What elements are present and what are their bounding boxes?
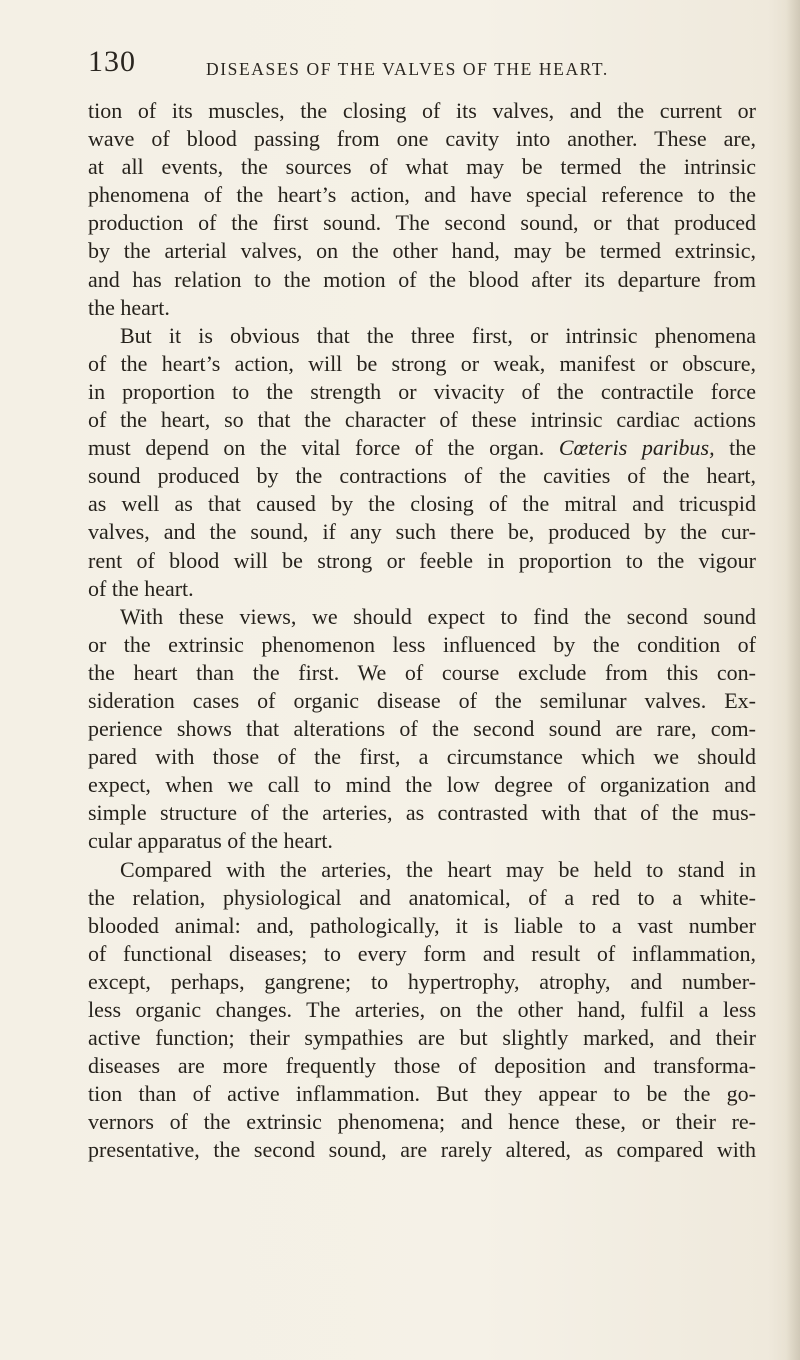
text-segment: must depend on the vital force of the organ. [88, 435, 545, 461]
text-line: expect, when we call to mind the low degree of organization and [88, 772, 756, 798]
text-line: perience shows that alterations of the second sound are rare, com- [88, 716, 756, 742]
text-line-with-emphasis [88, 434, 756, 462]
paragraph-start-line: Compared with the arteries, the heart may be held to stand in [120, 856, 756, 882]
text-line: cular apparatus of the heart. [88, 828, 333, 854]
text-line: less organic changes. The arteries, on the other hand, fulfil a less [88, 997, 756, 1022]
text-line: vernors of the extrinsic phenomena; and hence these, or their re- [88, 1109, 756, 1135]
body-text [88, 97, 756, 1165]
text-line: production of the first sound. The second sound, or that produced [88, 210, 756, 236]
text-line: as well as that caused by the closing of the mitral and tricuspid [88, 491, 756, 517]
text-line: sound produced by the contractions of the cavities of the heart, [88, 463, 756, 489]
text-line: diseases are more frequently those of deposition and transforma- [88, 1053, 756, 1079]
text-segment: the [729, 435, 757, 461]
running-title: DISEASES OF THE VALVES OF THE HEART. [206, 59, 609, 79]
text-line: the relation, physiological and anatomical, of a red to a white- [88, 884, 756, 910]
text-line: active function; their sympathies are but slightly marked, and their [88, 1025, 756, 1051]
text-line: sideration cases of organic disease of the semilunar valves. Ex- [88, 687, 756, 713]
text-line: of the heart. [88, 575, 194, 601]
text-line: of functional diseases; to every form and result of inflammation, [88, 940, 756, 966]
text-line: by the arterial valves, on the other hand, may be termed extrinsic, [88, 238, 756, 264]
running-head [88, 44, 728, 84]
text-line: tion of its muscles, the closing of its valves, and the current or [88, 98, 756, 123]
text-line: blooded animal: and, pathologically, it is liable to a vast number [88, 912, 756, 938]
text-line: or the extrinsic phenomenon less influenced by the condition of [88, 631, 756, 657]
text-line: of the heart’s action, will be strong or weak, manifest or obscure, [88, 350, 756, 376]
text-line: tion than of active inflammation. But they appear to be the go- [88, 1081, 756, 1107]
paragraph-start-line: With these views, we should expect to find the second sound [120, 603, 756, 629]
text-line: in proportion to the strength or vivacity of the contractile force [88, 378, 756, 404]
text-line: the heart. [88, 294, 170, 320]
text-line: valves, and the sound, if any such there be, produced by the cur- [88, 519, 756, 545]
text-line: phenomena of the heart’s action, and have special reference to the [88, 182, 756, 208]
text-line: the heart than the first. We of course exclude from this con- [88, 659, 756, 685]
text-line: presentative, the second sound, are rarely altered, as compared with [88, 1137, 756, 1163]
page-number: 130 [88, 45, 136, 78]
text-line: simple structure of the arteries, as contrasted with that of the mus- [88, 800, 756, 826]
text-line: at all events, the sources of what may be termed the intrinsic [88, 154, 756, 180]
text-line: pared with those of the first, a circumstance which we should [88, 744, 756, 770]
latin-phrase: Cœteris paribus, [558, 435, 715, 461]
text-line: wave of blood passing from one cavity into another. These are, [88, 126, 756, 152]
paragraph-start-line: But it is obvious that the three first, or intrinsic phenomena [120, 322, 756, 348]
page-edge-shadow [786, 0, 800, 1360]
text-line: of the heart, so that the character of these intrinsic cardiac actions [88, 407, 756, 433]
text-line: rent of blood will be strong or feeble in proportion to the vigour [88, 547, 756, 573]
text-line: except, perhaps, gangrene; to hypertrophy, atrophy, and number- [88, 968, 756, 994]
text-line: and has relation to the motion of the blood after its departure from [88, 266, 756, 292]
